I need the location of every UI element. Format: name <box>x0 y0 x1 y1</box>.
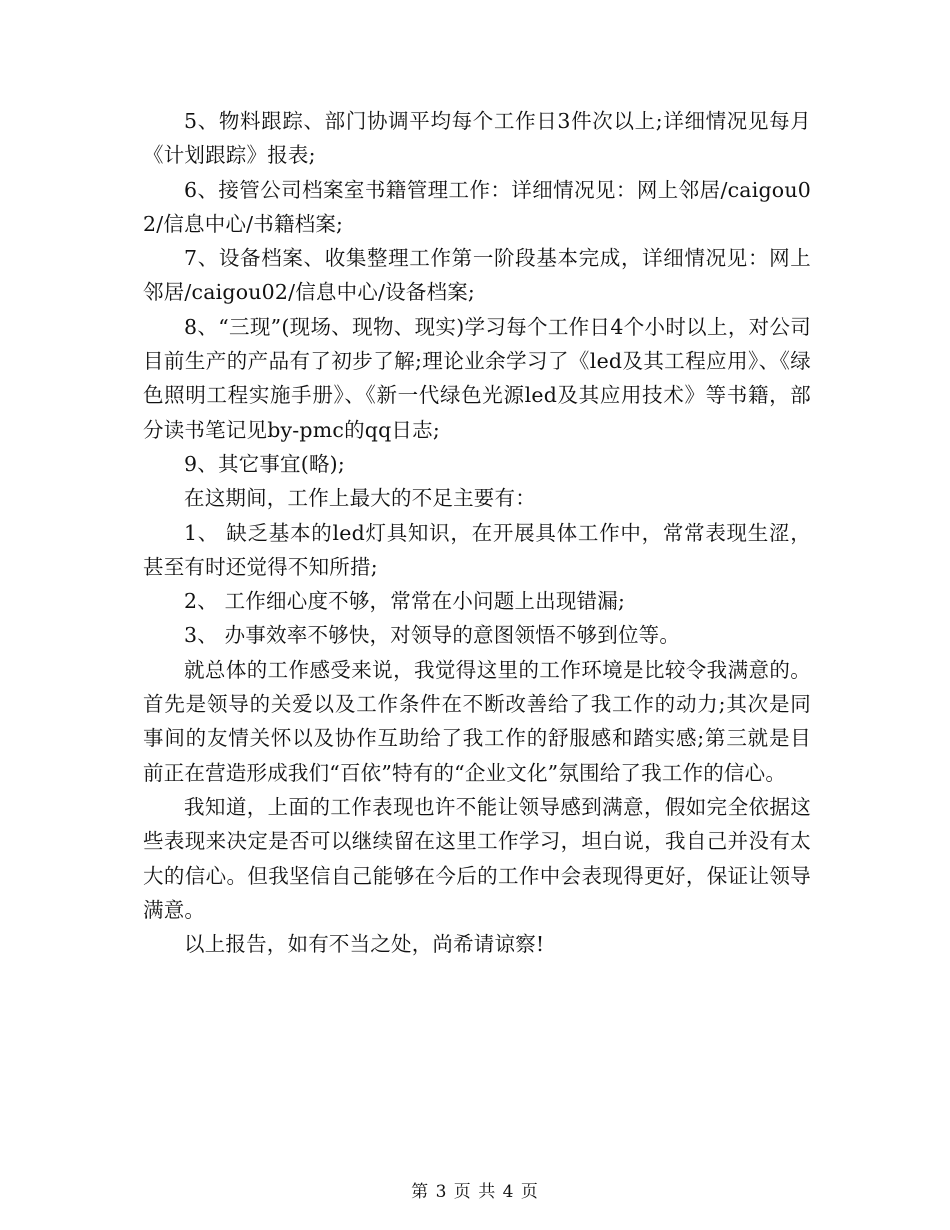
shortcoming-item-3: 3、 办事效率不够快，对领导的意图领悟不够到位等。 <box>184 623 681 648</box>
paragraph-item-8: 8、“三现”(现场、现物、现实)学习每个工作日4个小时以上，对公司目前生产的产品有了初步了解;理论业余学习了《led及其工程应用》、《绿色照明工程实施手册》、《新一代绿色光源led及其应用技术》等书籍，部分读书笔记见by-pmc的qq日志; <box>143 314 811 442</box>
work-feelings-paragraph: 就总体的工作感受来说，我觉得这里的工作环境是比较令我满意的。首先是领导的关爱以及工作条件在不断改善给了我工作的动力;其次是同事间的友情关怀以及协作互助给了我工作的舒服感和踏实感;第三就是目前正在营造形成我们“百依”特有的“企业文化”氛围给了我工作的信心。 <box>143 657 811 785</box>
paragraph-item-5: 5、物料跟踪、部门协调平均每个工作日3件次以上;详细情况见每月《计划跟踪》报表; <box>143 109 811 168</box>
shortcoming-item-1: 1、 缺乏基本的led灯具知识，在开展具体工作中，常常表现生涩，甚至有时还觉得不知所措; <box>143 520 811 579</box>
page-number-footer: 第 3 页 共 4 页 <box>411 1182 539 1202</box>
paragraph-item-6: 6、接管公司档案室书籍管理工作：详细情况见：网上邻居/caigou02/信息中心/书籍档案; <box>143 177 811 236</box>
paragraph-item-9: 9、其它事宜(略); <box>184 451 345 476</box>
closing-paragraph: 以上报告，如有不当之处，尚希请谅察! <box>184 932 545 957</box>
shortcoming-item-2: 2、 工作细心度不够，常常在小问题上出现错漏; <box>184 589 626 614</box>
paragraph-item-7: 7、设备档案、收集整理工作第一阶段基本完成，详细情况见：网上邻居/caigou02/信息中心/设备档案; <box>143 246 811 305</box>
self-assessment-paragraph: 我知道，上面的工作表现也许不能让领导感到满意，假如完全依据这些表现来决定是否可以继续留在这里工作学习，坦白说，我自己并没有太大的信心。但我坚信自己能够在今后的工作中会表现得更好，保证让领导满意。 <box>143 794 811 922</box>
document-body <box>143 104 811 961</box>
shortcomings-intro: 在这期间，工作上最大的不足主要有： <box>184 486 536 511</box>
